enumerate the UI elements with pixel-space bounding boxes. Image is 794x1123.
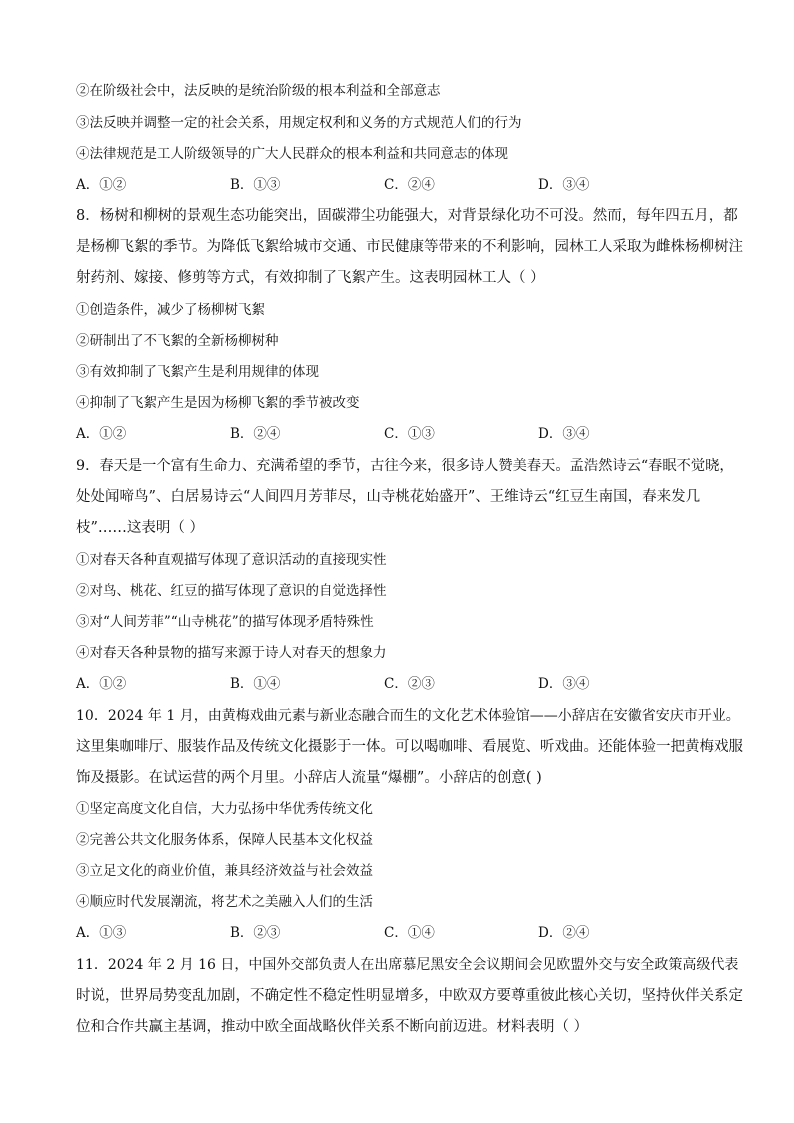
q11-stem-line-1: 11．2024 年 2 月 16 日，中国外交部负责人在出席慕尼黑安全会议期间会见欧盟外交与安全政策高级代表	[76, 957, 739, 973]
q8-statement-2: ②研制出了不飞絮的全新杨柳树种	[76, 333, 279, 349]
q8-statement-4: ④抑制了飞絮产生是因为杨柳飞絮的季节被改变	[76, 395, 360, 411]
q7-statement-4: ④法律规范是工人阶级领导的广大人民群众的根本利益和共同意志的体现	[76, 146, 508, 162]
q10-statement-2: ②完善公共文化服务体系，保障人民基本文化权益	[76, 832, 373, 848]
q7-option-d: D．③④	[538, 177, 590, 193]
q10-options	[76, 923, 726, 943]
q8-statement-3: ③有效抑制了飞絮产生是利用规律的体现	[76, 364, 319, 380]
q9-stem-line-2: 处处闻啼鸟”、白居易诗云“人间四月芳菲尽，山寺桃花始盛开”、王维诗云“红豆生南国，春来发几	[76, 489, 701, 505]
q8-stem-line-3: 射药剂、嫁接、修剪等方式，有效抑制了飞絮产生。这表明园林工人（ ）	[76, 270, 545, 286]
q10-stem-line-3: 饰及摄影。在试运营的两个月里。小辞店人流量“爆棚”。小辞店的创意( )	[76, 770, 542, 786]
q9-option-c: C．②③	[384, 676, 435, 692]
q10-statement-1: ①坚定高度文化自信，大力弘扬中华优秀传统文化	[76, 801, 373, 817]
q10-option-a: A．①③	[76, 925, 127, 941]
q7-statement-3: ③法反映并调整一定的社会关系，用规定权利和义务的方式规范人们的行为	[76, 115, 522, 131]
q7-option-b: B．①③	[230, 177, 281, 193]
q8-option-d: D．③④	[538, 426, 590, 442]
q10-stem-line-2: 这里集咖啡厅、服装作品及传统文化摄影于一体。可以喝咖啡、看展览、听戏曲。还能体验一把黄梅戏服	[76, 739, 743, 755]
q9-statement-2: ②对鸟、桃花、红豆的描写体现了意识的自觉选择性	[76, 583, 387, 599]
q7-option-c: C．②④	[384, 177, 435, 193]
q9-statement-3: ③对“人间芳菲”“山寺桃花”的描写体现矛盾特殊性	[76, 614, 374, 630]
q9-option-a: A．①②	[76, 676, 127, 692]
q8-option-c: C．①③	[384, 426, 435, 442]
q10-statement-4: ④顺应时代发展潮流，将艺术之美融入人们的生活	[76, 894, 373, 910]
q8-options	[76, 424, 726, 444]
q7-option-a: A．①②	[76, 177, 127, 193]
q7-options	[76, 175, 726, 195]
q7-statement-2: ②在阶级社会中，法反映的是统治阶级的根本利益和全部意志	[76, 83, 441, 99]
q8-statement-1: ①创造条件，减少了杨柳树飞絮	[76, 302, 265, 318]
q9-stem-line-1: 9．春天是一个富有生命力、充满希望的季节，古往今来，很多诗人赞美春天。孟浩然诗云“春眠不觉晓，	[76, 458, 734, 474]
q10-option-b: B．②③	[230, 925, 281, 941]
q10-option-c: C．①④	[384, 925, 435, 941]
q9-option-d: D．③④	[538, 676, 590, 692]
q8-stem-line-2: 是杨柳飞絮的季节。为降低飞絮给城市交通、市民健康等带来的不利影响，园林工人采取为雌株杨柳树注	[76, 239, 743, 255]
q8-option-b: B．②④	[230, 426, 281, 442]
q11-stem-line-2: 时说，世界局势变乱加剧，不确定性不稳定性明显增多，中欧双方要尊重彼此核心关切，坚持伙伴关系定	[76, 988, 743, 1004]
q9-stem-line-3: 枝”……这表明（ ）	[76, 520, 205, 536]
q8-stem-line-1: 8．杨树和柳树的景观生态功能突出，固碳滞尘功能强大，对背景绿化功不可没。然而，每年四五月，都	[76, 208, 738, 224]
q10-option-d: D．②④	[538, 925, 590, 941]
q10-stem-line-1: 10．2024 年 1 月，由黄梅戏曲元素与新业态融合而生的文化艺术体验馆——小辞店在安徽省安庆市开业。	[76, 708, 740, 724]
q9-options	[76, 674, 726, 694]
q9-option-b: B．①④	[230, 676, 281, 692]
q9-statement-1: ①对春天各种直观描写体现了意识活动的直接现实性	[76, 552, 387, 568]
q8-option-a: A．①②	[76, 426, 127, 442]
q9-statement-4: ④对春天各种景物的描写来源于诗人对春天的想象力	[76, 645, 387, 661]
q10-statement-3: ③立足文化的商业价值，兼具经济效益与社会效益	[76, 863, 373, 879]
q11-stem-line-3: 位和合作共赢主基调，推动中欧全面战略伙伴关系不断向前迈进。材料表明（ ）	[76, 1019, 589, 1035]
